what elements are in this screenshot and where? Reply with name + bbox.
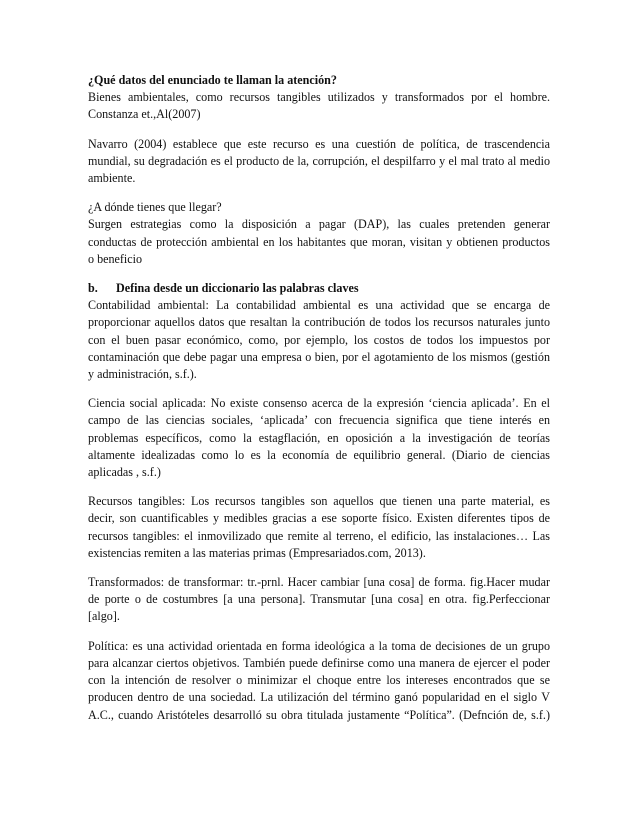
paragraph-line: campo de las ciencias sociales, ‘aplicada’ con frecuencia significa que tiene interés en [88,413,550,428]
question-1-heading: ¿Qué datos del enunciado te llaman la atención? [88,73,337,87]
recursos-paragraph [88,493,550,562]
paragraph-line: Navarro (2004) establece que este recurso es una cuestión de política, de trascendencia [88,136,550,151]
paragraph-line: Política: es una actividad orientada en forma ideológica a la toma de decisiones de un grupo [88,638,550,653]
paragraph-line: contaminación que debe pagar una empresa o bien, por el agotamiento de los mismos (gestión [88,349,550,364]
paragraph-line: Transformados: de transformar: tr.-prnl. Hacer cambiar [una cosa] de forma. fig.Hacer mudar [88,575,550,590]
paragraph-line: aplicadas , s.f.) [88,465,161,480]
paragraph-line: con el buen pasar económico, como, por ejemplo, los costos de todos los impuestos por [88,332,550,347]
section-b-block [88,280,550,383]
paragraph-line: existencias remiten a las materias primas (Empresariados.com, 2013). [88,545,426,560]
paragraph-line: Surgen estrategias como la disposición a pagar (DAP), las cuales pretenden generar [88,217,550,232]
paragraph-line: ambiente. [88,171,136,186]
paragraph-line: Recursos tangibles: Los recursos tangibles son aquellos que tienen una parte material, es [88,494,550,509]
paragraph-line: Contabilidad ambiental: La contabilidad ambiental es una actividad que se encarga de [88,298,550,313]
paragraph-line: mundial, su degradación es el producto de la, corrupción, el despilfarro y el mal trato al medio [88,153,550,168]
paragraph-line: problemas específicos, como la estagflación, en oposición a la investigación de teorías [88,430,550,445]
section-b-title: Defina desde un diccionario las palabras claves [116,281,359,296]
paragraph-line: [algo]. [88,609,120,624]
paragraph-line: A.C., cuando Aristóteles desarrolló su obra titulada justamente “Política”. (Defnción de, s.f.) [88,707,550,722]
paragraph-line: proporcionar aquellos datos que resaltan la contribución de todos los recursos naturales junto [88,315,550,330]
paragraph-line: de porte o de costumbres [a una persona]. Transmutar [una cosa] en otra. fig.Perfeccionar [88,592,550,607]
transformados-paragraph [88,574,550,626]
ciencia-paragraph [88,395,550,481]
paragraph-line: decir, son cuantificables y medibles gracias a ese soporte físico. Existen diferentes tipos de [88,511,550,526]
paragraph-line: Ciencia social aplicada: No existe consenso acerca de la expresión ‘ciencia aplicada’. En el [88,396,550,411]
paragraph-line: recursos tangibles: el inmovilizado que remite al terreno, el edificio, las instalaciones… Las [88,528,550,543]
paragraph-line: o beneficio [88,251,143,266]
question-2-block [88,199,550,268]
paragraph-line: producen dentro de una sociedad. La utilización del término ganó popularidad en el siglo V [88,690,550,705]
paragraph-line: conductas de protección ambiental en los habitantes que moran, visitan y obtienen productos [88,234,550,249]
question-2-heading: ¿A dónde tienes que llegar? [88,200,222,215]
paragraph-line: Bienes ambientales, como recursos tangibles utilizados y transformados por el hombre. [88,90,550,105]
paragraph-line: con la intención de resolver o minimizar el choque entre los intereses encontrados que se [88,673,550,688]
section-b-heading [88,280,550,297]
politica-paragraph [88,638,550,724]
section-b-letter: b. [88,281,98,296]
navarro-paragraph [88,136,550,188]
question-1-block [88,72,550,124]
paragraph-line: para alcanzar ciertos objetivos. También puede definirse como una manera de ejercer el poder [88,655,550,670]
paragraph-line: Constanza et.,Al(2007) [88,107,201,122]
paragraph-line: altamente idealizadas como lo es la economía de equilibrio general. (Diario de ciencias [88,447,550,462]
paragraph-line: y administración, s.f.). [88,367,197,382]
